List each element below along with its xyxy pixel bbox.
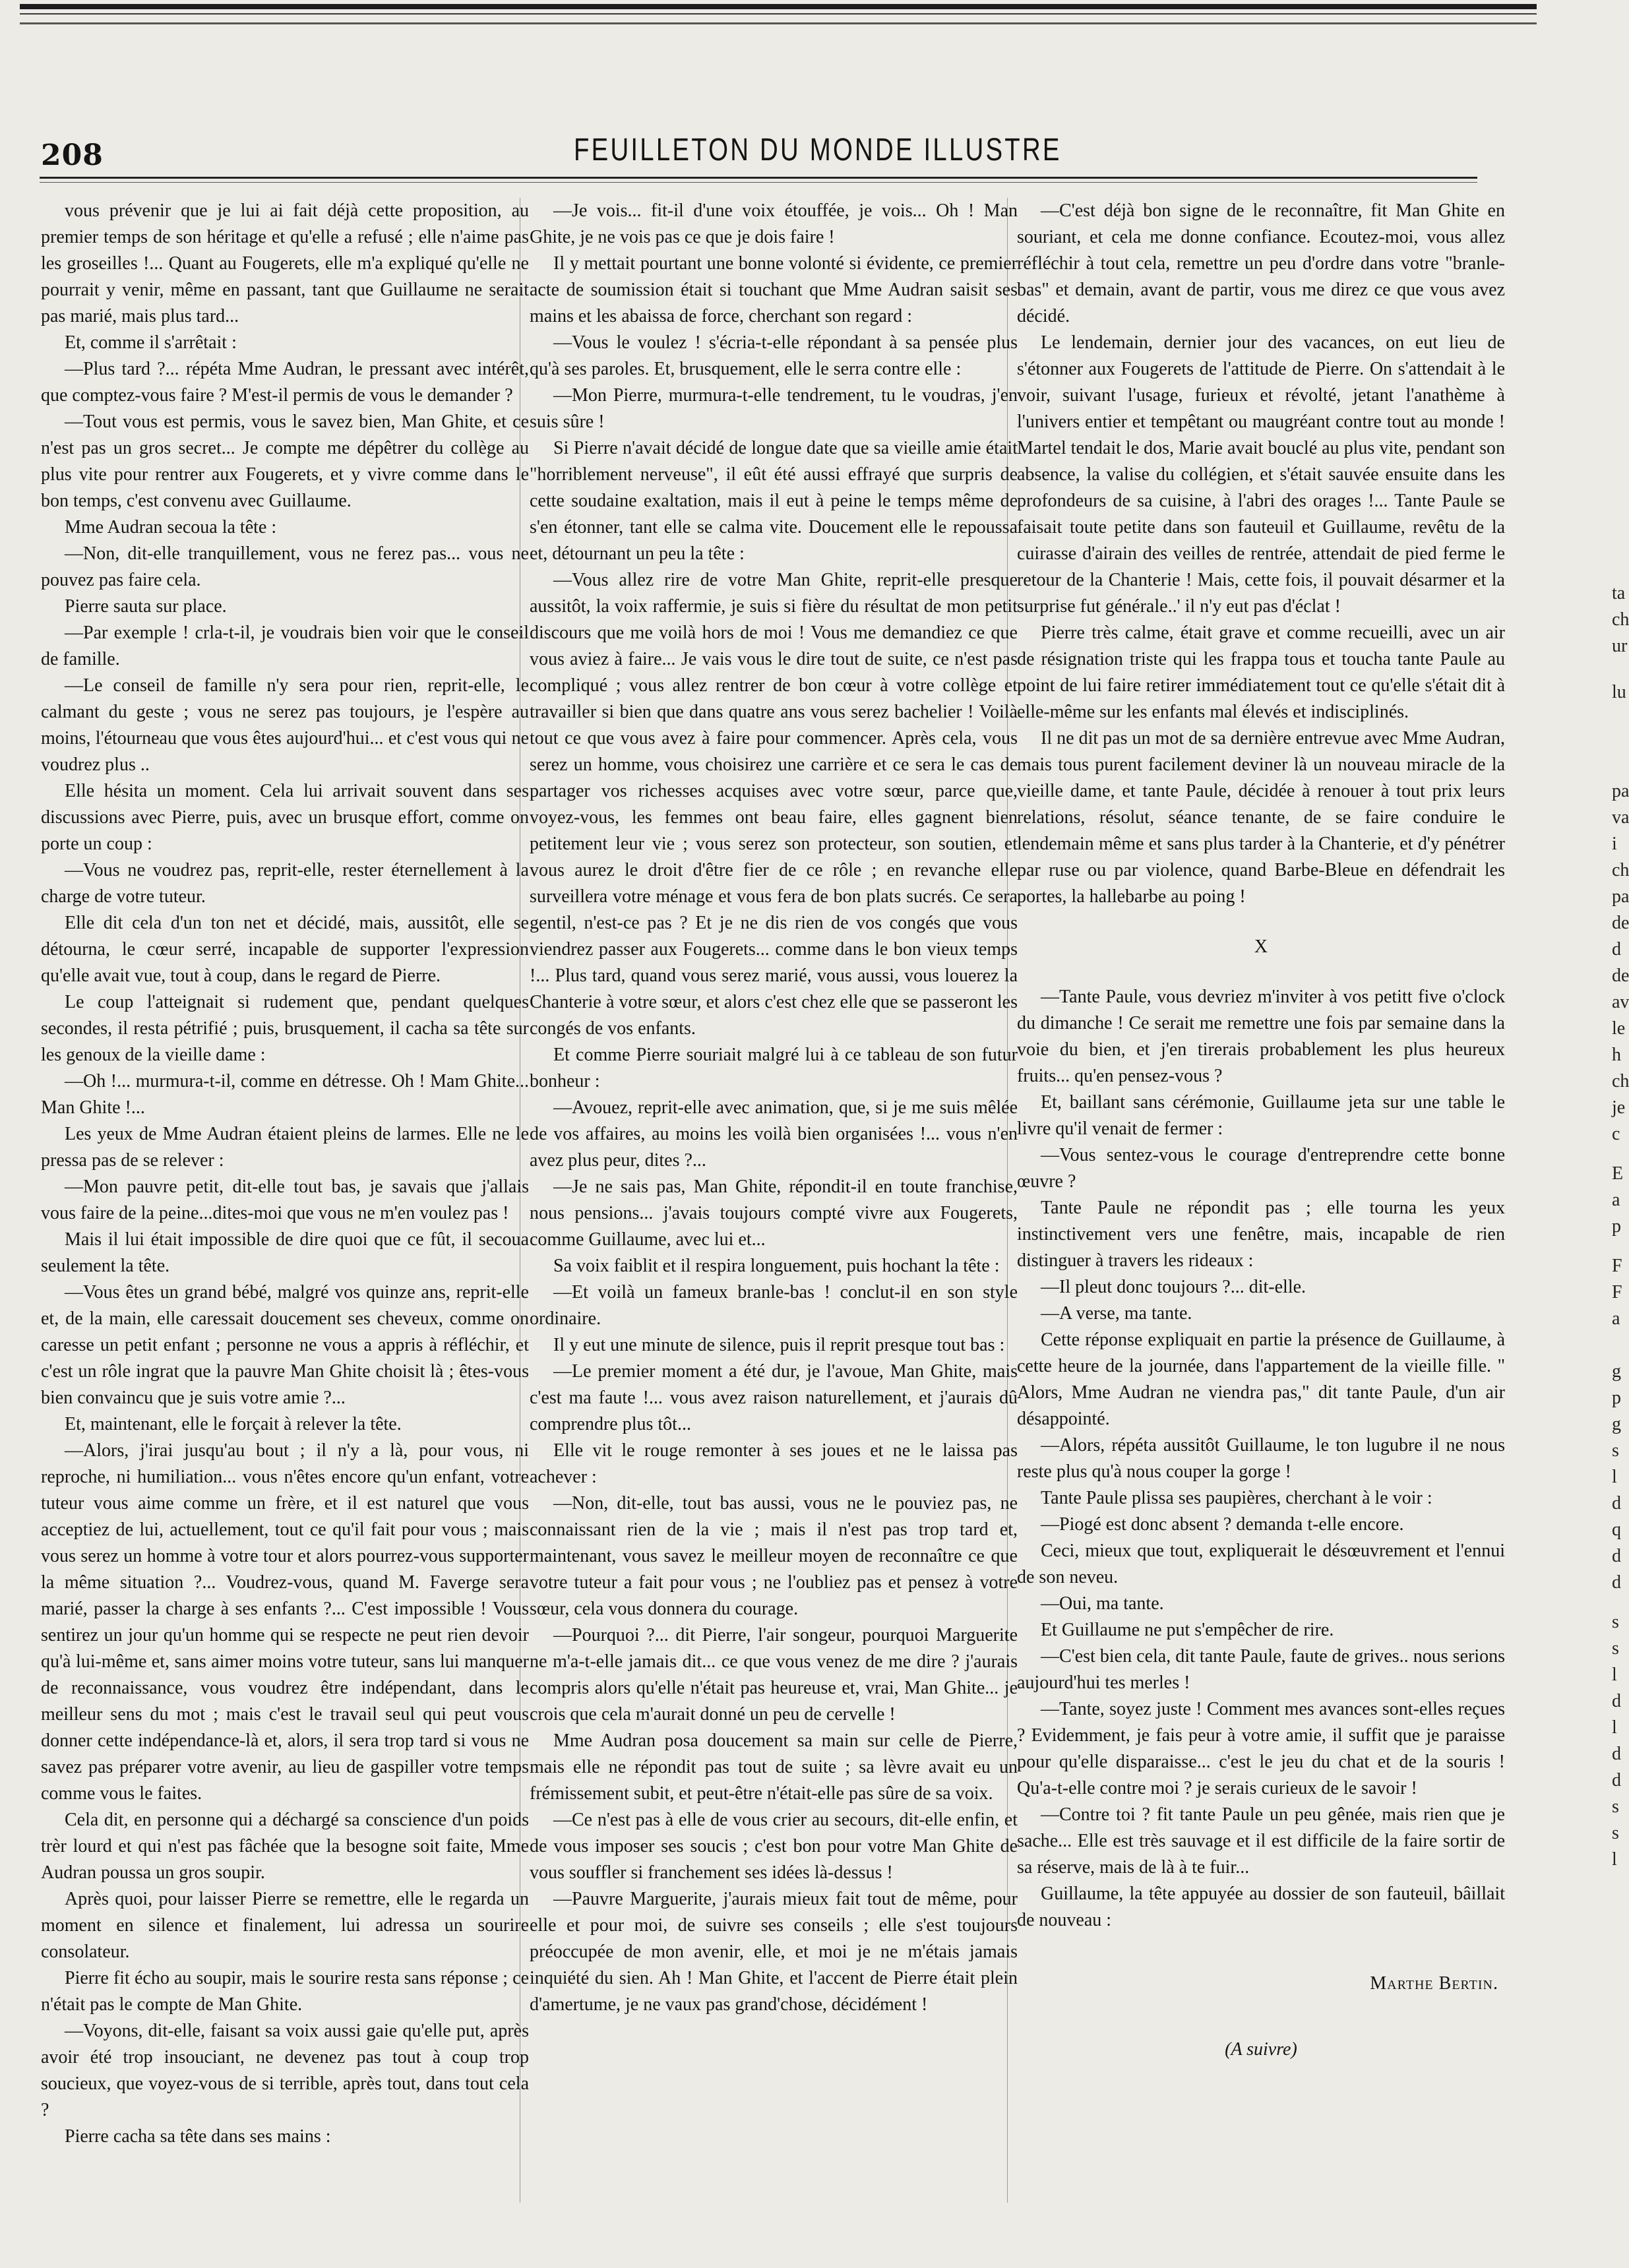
paragraph: —Le conseil de famille n'y sera pour rien, reprit-elle, le calmant du geste ; vous ne serez pas toujours, je l'espère au moins, l'étourneau que vous êtes aujourd'hui... et c'est vous qui ne voudrez plus ..	[41, 675, 529, 775]
margin-text-fragment: s	[1612, 1823, 1619, 1843]
paragraph: —Plus tard ?... répéta Mme Audran, le pressant avec intérêt, que comptez-vous faire ? M'est-il permis de vous le demander ?	[41, 359, 529, 406]
margin-text-fragment: i	[1612, 834, 1617, 854]
margin-text-fragment: c	[1612, 1124, 1620, 1144]
margin-text-fragment: ch	[1612, 1071, 1629, 1091]
paragraph: Elle hésita un moment. Cela lui arrivait souvent dans ses discussions avec Pierre, puis, avec un brusque effort, comme on porte un coup :	[41, 781, 529, 854]
paragraph: Pierre très calme, était grave et comme recueilli, avec un air de résignation triste qui les frappa tous et toucha tante Paule au point de lui faire retirer immédiatement tout ce qu'elle s'était dit à elle-même sur les enfants mal élevés et indisciplinés.	[1017, 623, 1505, 722]
paragraph: —Tante Paule, vous devriez m'inviter à vos petitt five o'clock du dimanche ! Ce serait me remettre une fois par semaine dans la voie du bien, et j'en tirerais probablement les plus heureux fruits... qu'en pensez-vous ?	[1017, 987, 1505, 1086]
paragraph: Ceci, mieux que tout, expliquerait le désœuvrement et l'ennui de son neveu.	[1017, 1541, 1505, 1587]
margin-text-fragment: l	[1612, 1467, 1617, 1487]
paragraph: —Alors, j'irai jusqu'au bout ; il n'y a là, pour vous, ni reproche, ni humiliation... vous n'êtes encore qu'un enfant, votre tuteur vous aime comme un frère, et il est naturel que vous acceptiez de lui, actuellement, tout ce qu'il fait pour vous ; mais vous serez un homme à votre tour et alors pourrez-vous supporter la même situation ?... Voudrez-vous, quand M. Faverge sera marié, passer la charge à ses enfants ?... C'est impossible ! Vous sentirez un jour qu'un homme qui se respecte ne peut rien devoir qu'à lui-même et, sans aimer moins votre tuteur, sans lui manquer de reconnaissance, vous voudrez être indépendant, dans le meilleur sens du mot ; mais c'est le travail seul qui peut vous donner cette indépendance-là et, alors, il sera trop tard si vous ne savez pas préparer votre avenir, au lieu de gaspiller votre temps comme vous le faites.	[41, 1440, 529, 1804]
margin-text-fragment: d	[1612, 1744, 1621, 1764]
margin-text-fragment: l	[1612, 1849, 1617, 1870]
margin-text-fragment: d	[1612, 1546, 1621, 1566]
paragraph: Pierre sauta sur place.	[65, 596, 227, 617]
paragraph: —Il pleut donc toujours ?... dit-elle.	[1041, 1277, 1306, 1297]
margin-text-fragment: l	[1612, 1717, 1617, 1738]
margin-text-fragment: a	[1612, 1308, 1620, 1329]
to-be-continued: (A suivre)	[1225, 2039, 1297, 2060]
paragraph: —Mon pauvre petit, dit-elle tout bas, je savais que j'allais vous faire de la peine...dites-moi que vous ne m'en voulez pas !	[41, 1177, 529, 1223]
paragraph: Guillaume, la tête appuyée au dossier de son fauteuil, bâillait de nouveau :	[1017, 1884, 1505, 1930]
paragraph: —Alors, répéta aussitôt Guillaume, le ton lugubre il ne nous reste plus qu'à nous couper la gorge !	[1017, 1435, 1505, 1482]
paragraph: —Oui, ma tante.	[1041, 1593, 1164, 1614]
paragraph: —Vous ne voudrez pas, reprit-elle, rester éternellement à la charge de votre tuteur.	[41, 860, 529, 907]
paragraph: Mais il lui était impossible de dire quoi que ce fût, il secoua seulement la tête.	[41, 1229, 529, 1276]
paragraph: Pierre cacha sa tête dans ses mains :	[65, 2126, 331, 2147]
paragraph: —Vous allez rire de votre Man Ghite, reprit-elle presque aussitôt, la voix raffermie, je suis si fière du résultat de mon petit discours que me voilà hors de moi ! Vous me demandiez ce que vous aviez à faire... Je vais vous le dire tout de suite, ce n'est pas compliqué ; vous allez rentrer de bon cœur à votre collège et travailler si bien que dans quatre ans vous serez bachelier ! Voilà tout ce que vous avez à faire pour commencer. Après cela, vous serez un homme, vous choisirez une carrière et ce sera le cas de partager vos richesses acquises avec votre sœur, parce que, voyez-vous, les femmes ont beau faire, elles gagnent bien petitement leur vie ; vous serez son protecteur, son soutien, et vous aurez le droit d'être fier de ce rôle ; en revanche elle surveillera votre ménage et vous fera de bon plats sucrés. Ce sera gentil, n'est-ce pas ? Et je ne dis rien de vos congés que vous viendrez passer aux Fougerets... comme dans le bon vieux temps !... Plus tard, quand vous serez marié, vous aussi, vous louerez la Chanterie à votre sœur, et alors c'est chez elle que se passeront les congés de vos enfants.	[530, 570, 1018, 1039]
header-rule	[40, 177, 1477, 179]
margin-text-fragment: l	[1612, 1665, 1617, 1685]
paragraph: Et, maintenant, elle le forçait à relever la tête.	[65, 1414, 402, 1434]
paragraph: —Vous le voulez ! s'écria-t-elle répondant à sa pensée plus qu'à ses paroles. Et, brusquement, elle le serra contre elle :	[530, 332, 1018, 379]
paragraph: —A verse, ma tante.	[1041, 1303, 1192, 1324]
margin-text-fragment: F	[1612, 1256, 1622, 1276]
margin-text-fragment: g	[1612, 1361, 1621, 1382]
paragraph: —Contre toi ? fit tante Paule un peu gênée, mais rien que je sache... Elle est très sauvage et il est difficile de la faire sortir de sa réserve, mais de là à te fuir...	[1017, 1804, 1505, 1878]
paragraph: Et, baillant sans cérémonie, Guillaume jeta sur une table le livre qu'il venait de fermer :	[1017, 1092, 1505, 1139]
running-title: FEUILLETON DU MONDE ILLUSTRE	[574, 133, 1062, 168]
margin-text-fragment: d	[1612, 1572, 1621, 1593]
margin-text-fragment: g	[1612, 1414, 1621, 1434]
paragraph: —Non, dit-elle, tout bas aussi, vous ne le pouviez pas, ne connaissant rien de la vie ; mais il n'est pas trop tard et, maintenant, vous savez le meilleur moyen de reconnaître ce que votre tuteur a fait pour vous ; ne l'oubliez pas et pensez à votre sœur, cela vous donnera du courage.	[530, 1493, 1018, 1619]
paragraph: —Pauvre Marguerite, j'aurais mieux fait tout de même, pour elle et pour moi, de suivre ses conseils ; elle s'est toujours préoccupée de mon avenir, elle, et moi je ne m'étais jamais inquiété du sien. Ah ! Man Ghite, et l'accent de Pierre était plein d'amertume, je ne vaux pas grand'chose, décidément !	[530, 1889, 1018, 2015]
margin-text-fragment: a	[1612, 1190, 1620, 1210]
column-3-paragraphs-after-chapter	[1017, 984, 1505, 1934]
paragraph: Sa voix faiblit et il respira longuement, puis hochant la tête :	[553, 1256, 1000, 1276]
margin-text-fragment: F	[1612, 1282, 1622, 1303]
margin-text-fragment: ta	[1612, 583, 1626, 603]
margin-text-fragment: p	[1612, 1216, 1621, 1237]
paragraph: —Pourquoi ?... dit Pierre, l'air songeur, pourquoi Marguerite ne m'a-t-elle jamais dit... ce que vous venez de me dire ? j'aurais compris alors qu'elle n'était pas heureuse et, vrai, Man Ghite... je crois que cela m'aurait donné un peu de cervelle !	[530, 1625, 1018, 1725]
paragraph: Cela dit, en personne qui a déchargé sa conscience d'un poids trèr lourd et qui n'est pas fâchée que la besogne soit faite, Mme Audran poussa un gros soupir.	[41, 1810, 529, 1883]
paragraph: —Tante, soyez juste ! Comment mes avances sont-elles reçues ? Evidemment, je fais peur à votre amie, il suffit que je paraisse pour qu'elle disparaisse... c'est le jeu du chat et de la souris ! Qu'a-t-elle contre moi ? je serais curieux de le savoir !	[1017, 1699, 1505, 1798]
paragraph: vous prévenir que je lui ai fait déjà cette proposition, au premier temps de son héritage et qu'elle a refusé ; elle n'aime pas les groseilles !... Quant au Fougerets, elle m'a expliqué qu'elle ne pourrait y venir, même en passant, tant que Guillaume ne serait pas marié, mais plus tard...	[41, 200, 529, 326]
margin-text-fragment: je	[1612, 1097, 1626, 1118]
paragraph: —Avouez, reprit-elle avec animation, que, si je me suis mêlée de vos affaires, au moins les voilà bien organisées !... vous n'en avez plus peur, dites ?...	[530, 1097, 1018, 1171]
paragraph: —Je ne sais pas, Man Ghite, répondit-il en toute franchise, nous pensions... j'avais toujours compté vivre aux Fougerets, comme Guillaume, avec lui et...	[530, 1177, 1018, 1250]
margin-text-fragment: ur	[1612, 636, 1628, 656]
author-signature: Marthe Bertin.	[1370, 1973, 1498, 1994]
paragraph: —Ce n'est pas à elle de vous crier au secours, dit-elle enfin, et de vous imposer ses soucis ; c'est bon pour votre Man Ghite de vous souffler si franchement ses idées là-dessus !	[530, 1810, 1018, 1883]
paragraph: Mme Audran posa doucement sa main sur celle de Pierre, mais elle ne répondit pas tout de suite ; sa lèvre avait eu un frémissement subit, et peut-être n'était-elle pas sûre de sa voix.	[530, 1731, 1018, 1804]
paragraph: Les yeux de Mme Audran étaient pleins de larmes. Elle ne le pressa pas de se relever :	[41, 1124, 529, 1171]
paragraph: Elle dit cela d'un ton net et décidé, mais, aussitôt, elle se détourna, le cœur serré, incapable de supporter l'expression qu'elle avait vue, tout à coup, dans le regard de Pierre.	[41, 913, 529, 986]
paragraph: Le lendemain, dernier jour des vacances, on eut lieu de s'étonner aux Fougerets de l'attitude de Pierre. On s'attendait à le voir, suivant l'usage, furieux et révolté, jetant l'anathème à l'univers entier et tempêtant ou maugréant contre tout au monde ! Martel tendait le dos, Marie avait bouclé au plus vite, pendant son absence, la valise du collégien, et s'était sauvée ensuite dans les profondeurs de sa cuisine, à l'abri des orages !... Tante Paule se faisait toute petite dans son fauteuil et Guillaume, revêtu de la cuirasse d'airain des veilles de rentrée, attendait de pied ferme le retour de la Chanterie ! Mais, cette fois, il pouvait désarmer et la surprise fut générale..' il n'y eut pas d'éclat !	[1017, 332, 1505, 617]
margin-text-fragment: p	[1612, 1388, 1621, 1408]
paragraph: Tante Paule ne répondit pas ; elle tourna les yeux instinctivement vers une fenêtre, mais, incapable de rien distinguer à travers les rideaux :	[1017, 1198, 1505, 1271]
paragraph: —Le premier moment a été dur, je l'avoue, Man Ghite, mais c'est ma faute !... vous avez raison naturellement, et j'aurais dû comprendre plus tôt...	[530, 1361, 1018, 1434]
margin-text-fragment: d	[1612, 1691, 1621, 1711]
margin-text-fragment: de	[1612, 965, 1629, 986]
header-rule-thin	[40, 182, 1477, 183]
paragraph: —Non, dit-elle tranquillement, vous ne ferez pas... vous ne pouvez pas faire cela.	[41, 543, 529, 590]
paragraph: —Mon Pierre, murmura-t-elle tendrement, tu le voudras, j'en suis sûre !	[530, 385, 1018, 432]
paragraph: —Vous sentez-vous le courage d'entreprendre cette bonne œuvre ?	[1017, 1145, 1505, 1192]
chapter-heading: X	[1254, 936, 1268, 957]
margin-text-fragment: s	[1612, 1796, 1619, 1817]
paragraph: Après quoi, pour laisser Pierre se remettre, elle le regarda un moment en silence et finalement, lui adressa un sourire consolateur.	[41, 1889, 529, 1962]
margin-text-fragment: pa	[1612, 886, 1629, 907]
margin-text-fragment: le	[1612, 1018, 1626, 1039]
top-border-rule-lower	[20, 22, 1537, 24]
margin-text-fragment: q	[1612, 1519, 1621, 1540]
paragraph: Il ne dit pas un mot de sa dernière entrevue avec Mme Audran, mais tous purent facilement deviner là un nouveau miracle de la vieille dame, et tante Paule, décidée à renouer à tout prix leurs relations, résolut, séance tenante, de se faire conduire le lendemain même et sans plus tarder à la Chanterie, et d'y pénétrer par ruse ou par violence, quand Barbe-Bleue en défendrait les portes, la hallebarbe au poing !	[1017, 728, 1505, 907]
adjacent-page-margin-fragments	[1609, 0, 1627, 2268]
paragraph: Mme Audran secoua la tête :	[65, 517, 277, 537]
margin-text-fragment: d	[1612, 1493, 1621, 1514]
margin-text-fragment: h	[1612, 1045, 1621, 1065]
margin-text-fragment: de	[1612, 913, 1629, 933]
paragraph: Tante Paule plissa ses paupières, cherchant à le voir :	[1041, 1488, 1432, 1508]
paragraph: —C'est déjà bon signe de le reconnaître, fit Man Ghite en souriant, et cela me donne confiance. Ecoutez-moi, vous allez réfléchir à tout cela, remettre un peu d'ordre dans votre "branle-bas" et demain, avant de partir, vous me direz ce que vous avez décidé.	[1017, 200, 1505, 326]
text-column-3	[1017, 198, 1505, 2063]
paragraph: Elle vit le rouge remonter à ses joues et ne le laissa pas achever :	[530, 1440, 1018, 1487]
column-3-paragraphs	[1017, 198, 1505, 910]
paragraph: Il y eut une minute de silence, puis il reprit presque tout bas :	[553, 1335, 1005, 1355]
margin-text-fragment: ch	[1612, 609, 1629, 630]
paragraph: —C'est bien cela, dit tante Paule, faute de grives.. nous serions aujourd'hui tes merles !	[1017, 1646, 1505, 1693]
top-border-rule	[20, 4, 1537, 9]
paragraph: Le coup l'atteignait si rudement que, pendant quelques secondes, il resta pétrifié ; puis, brusquement, il cacha sa tête sur les genoux de la vieille dame :	[41, 992, 529, 1065]
paragraph: —Oh !... murmura-t-il, comme en détresse. Oh ! Mam Ghite... Man Ghite !...	[41, 1071, 529, 1118]
margin-text-fragment: s	[1612, 1638, 1619, 1659]
paragraph: —Et voilà un fameux branle-bas ! conclut-il en son style ordinaire.	[530, 1282, 1018, 1329]
paragraph: —Je vois... fit-il d'une voix étouffée, je vois... Oh ! Man Ghite, je ne vois pas ce que je dois faire !	[530, 200, 1018, 247]
paragraph: —Piogé est donc absent ? demanda t-elle encore.	[1041, 1514, 1404, 1535]
text-column-1	[41, 198, 529, 2150]
paragraph: Et comme Pierre souriait malgré lui à ce tableau de son futur bonheur :	[530, 1045, 1018, 1091]
paragraph: —Tout vous est permis, vous le savez bien, Man Ghite, et ce n'est pas un gros secret... Je compte me dépêtrer du collège au plus vite pour rentrer aux Fougerets, et y vivre comme dans le bon temps, c'est convenu avec Guillaume.	[41, 412, 529, 511]
paragraph: Et, comme il s'arrêtait :	[65, 332, 237, 353]
margin-text-fragment: E	[1612, 1163, 1624, 1184]
margin-text-fragment: s	[1612, 1612, 1619, 1632]
text-column-2	[530, 198, 1018, 2018]
margin-text-fragment: lu	[1612, 682, 1626, 702]
paragraph: Si Pierre n'avait décidé de longue date que sa vieille amie était "horriblement nerveuse", il eût été aussi effrayé que surpris de cette soudaine exaltation, mais il eut à peine le temps même de s'en étonner, tant elle se calma vite. Doucement elle le repoussa et, détournant un peu la tête :	[530, 438, 1018, 564]
margin-text-fragment: pa	[1612, 781, 1629, 801]
page-number: 208	[41, 138, 104, 172]
paragraph: Pierre fit écho au soupir, mais le sourire resta sans réponse ; ce n'était pas le compte de Man Ghite.	[41, 1968, 529, 2015]
paragraph: Et Guillaume ne put s'empêcher de rire.	[1041, 1620, 1334, 1640]
margin-text-fragment: d	[1612, 939, 1621, 960]
paragraph: —Par exemple ! crla-t-il, je voudrais bien voir que le conseil de famille.	[41, 623, 529, 669]
margin-text-fragment: ch	[1612, 860, 1629, 880]
paragraph: Cette réponse expliquait en partie la présence de Guillaume, à cette heure de la journée, dans l'appartement de la vieille fille. " Alors, Mme Audran ne viendra pas," dit tante Paule, d'un air désappointé.	[1017, 1330, 1505, 1429]
margin-text-fragment: va	[1612, 807, 1629, 828]
paragraph: Il y mettait pourtant une bonne volonté si évidente, ce premier acte de soumission était si touchant que Mme Audran saisit ses mains et les abaissa de force, cherchant son regard :	[530, 253, 1018, 326]
paragraph: —Vous êtes un grand bébé, malgré vos quinze ans, reprit-elle et, de la main, elle caressait doucement ses cheveux, comme on caresse un petit enfant ; personne ne vous a appris à réfléchir, et c'est un rôle ingrat que la pauvre Man Ghite choisit là ; êtes-vous bien convaincu que je suis votre amie ?...	[41, 1282, 529, 1408]
margin-text-fragment: d	[1612, 1770, 1621, 1791]
margin-text-fragment: s	[1612, 1440, 1619, 1461]
margin-text-fragment: av	[1612, 992, 1629, 1012]
top-border-rule-thin	[20, 13, 1537, 15]
paragraph: —Voyons, dit-elle, faisant sa voix aussi gaie qu'elle put, après avoir été trop insouciant, ne devenez pas tout à coup trop soucieux, que voyez-vous de si terrible, après tout, dans tout cela ?	[41, 2021, 529, 2120]
